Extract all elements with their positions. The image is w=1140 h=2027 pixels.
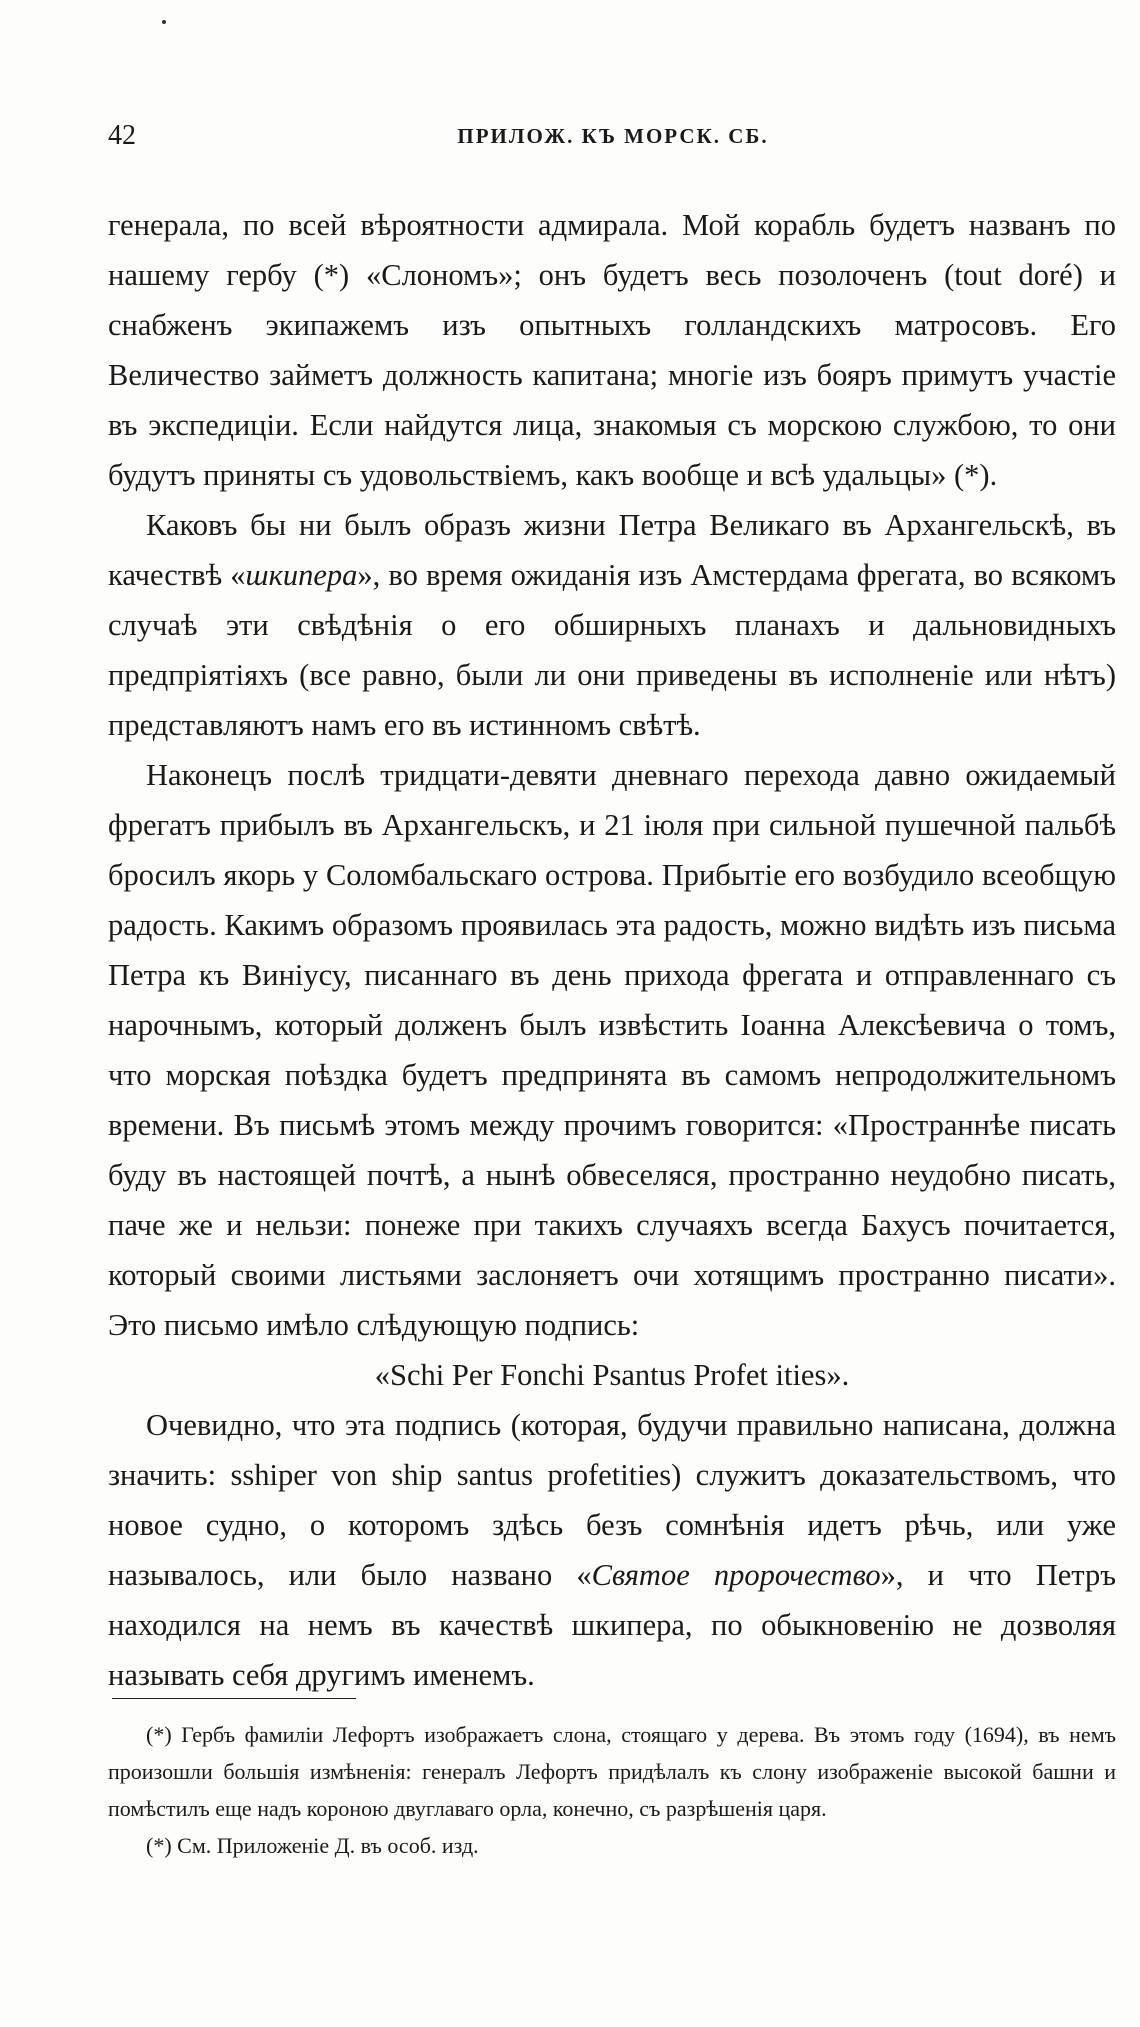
footnote-1: (*) Гербъ фамиліи Лефортъ изображаетъ слона, стоящаго у дерева. Въ этомъ году (1694), въ немъ произошли большія измѣненія: генералъ Лефортъ придѣлалъ къ слону изображеніе высокой башни и помѣстилъ еще надъ короною двуглаваго орла, конечно, съ разрѣшенія царя. xyxy=(108,1722,1116,1821)
ink-speck xyxy=(162,20,166,24)
page-number: 42 xyxy=(108,120,136,151)
paragraph-4-italic: Святое пророчество xyxy=(591,1558,881,1592)
footnotes xyxy=(108,1716,1116,1864)
paragraph-3: Наконецъ послѣ тридцати-девяти дневнаго перехода давно ожидаемый фрегатъ прибылъ въ Архангельскъ, и 21 іюля при сильной пушечной пальбѣ бросилъ якорь у Соломбальскаго острова. Прибытіе его возбудило всеобщую радость. Какимъ образомъ проявилась эта радость, можно видѣть изъ письма Петра къ Виніусу, писаннаго въ день прихода фрегата и отправленнаго съ нарочнымъ, который долженъ былъ извѣстить Іоанна Алексѣевича о томъ, что морская поѣздка будетъ предпринята въ самомъ непродолжительномъ времени. Въ письмѣ этомъ между прочимъ говорится: «Пространнѣе писать буду въ настоящей почтѣ, а нынѣ обвеселяся, пространно неудобно писать, паче же и нельзи: понеже при такихъ случаяхъ всегда Бахусъ почитается, который своими листьями заслоняетъ очи хотящимъ пространно писати». Это письмо имѣло слѣдующую подпись: xyxy=(108,758,1116,1342)
paragraph-4-part-a: Очевидно, что эта подпись (которая, будучи правильно написана, должна значить: sshiper von ship santus profetities) служитъ доказательствомъ, что новое судно, о которомъ здѣсь безъ сомнѣнія идетъ рѣчь, или уже называлось, или было названо « xyxy=(108,1408,1116,1592)
paragraph-1: генерала, по всей вѣроятности адмирала. Мой корабль будетъ названъ по нашему гербу (*) «Слономъ»; онъ будетъ весь позолоченъ (tout doré) и снабженъ экипажемъ изъ опытныхъ голландскихъ матросовъ. Его Величество займетъ должность капитана; многіе изъ бояръ примутъ участіе въ экспедиціи. Если найдутся лица, знакомыя съ морскою службою, то они будутъ приняты съ удовольствіемъ, какъ вообще и всѣ удальцы» (*). xyxy=(108,208,1116,492)
running-title: ПРИЛОЖ. КЪ МОРСК. СБ. xyxy=(457,124,769,148)
paragraph-2 xyxy=(108,500,1116,750)
page-header xyxy=(108,120,1118,160)
footnote-divider xyxy=(112,1698,356,1699)
paragraph-2-part-a: Каковъ бы ни былъ образъ жизни Петра Великаго въ Архангельскѣ, въ качествѣ « xyxy=(108,508,1116,592)
main-text xyxy=(108,200,1116,1700)
letter-signature: «Schi Per Fonchi Psantus Profet ities». xyxy=(374,1358,850,1392)
paragraph-4-part-b: », и что Петръ находился на немъ въ качествѣ шкипера, по обыкновенію не дозволяя называть себя другимъ именемъ. xyxy=(108,1558,1117,1692)
paragraph-2-italic: шкипера xyxy=(245,558,358,592)
paragraph-2-part-b: », во время ожиданія изъ Амстердама фрегата, во всякомъ случаѣ эти свѣдѣнія о его обширныхъ планахъ и дальновидныхъ предпріятіяхъ (все равно, были ли они приведены въ исполненіе или нѣтъ) представляютъ намъ его въ истинномъ свѣтѣ. xyxy=(108,558,1116,742)
footnote-2: (*) См. Приложеніе Д. въ особ. изд. xyxy=(146,1833,479,1858)
paragraph-4 xyxy=(108,1400,1116,1700)
